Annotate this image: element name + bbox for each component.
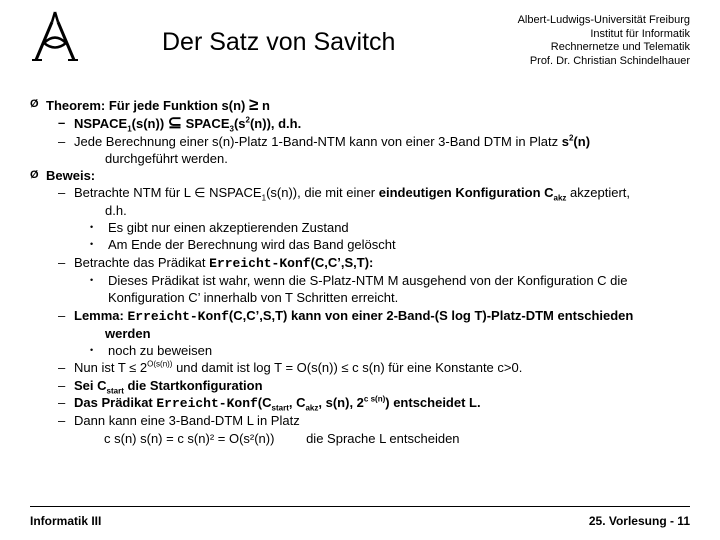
theorem-item-2: – Jede Berechnung einer s(n)-Platz 1-Band-NTM kann von einer 3-Band DTM in Platz $s^2(n)$ <box>58 133 591 149</box>
footer-page: 25. Vorlesung - 11 <box>588 514 690 528</box>
theorem-item-1: – $NSPACE_1(s(n))$ ⊆ $SPACE_3(s^2(n))$, d.h. <box>58 113 302 134</box>
proof-subitem-cont: Konfiguration C’ innerhalb von T Schritten erreicht. <box>108 290 399 306</box>
proof-item-3-cont: werden <box>105 325 151 341</box>
institution-line: Prof. Dr. Christian Schindelhauer <box>529 54 690 67</box>
institution-line: Institut für Informatik <box>590 27 690 40</box>
university-logo <box>30 8 80 66</box>
proof-subitem: • Dieses Prädikat ist wahr, wenn die S-Platz-NTM M ausgehend von der Konfiguration C die <box>90 272 628 288</box>
proof-item-7-cont: c s(n) s(n) = c s(n)² = O(s²(n)) die Sprache L entscheiden <box>104 430 460 446</box>
proof-subitem: • noch zu beweisen <box>90 343 213 359</box>
proof-item-6: – Das Prädikat Erreicht-$Konf(C_{start}$, $C_{akz}$, s(n), $2^{c s(n)}$) entscheidet L. <box>58 394 481 413</box>
proof-item-1: – Betrachte NTM für L ∈ $NSPACE_1(s(n))$, die mit einer eindeutigen Konfiguration $C_{akz}$ akzeptiert, <box>58 185 631 204</box>
arrow-bullet-icon: Ø <box>30 169 39 182</box>
proof-subitem: • Am Ende der Berechnung wird das Band gelöscht <box>90 237 396 253</box>
theorem-heading: Ø Theorem: Für jede Funktion s(n) ≥ n <box>30 95 270 114</box>
institution-line: Rechnernetze und Telematik <box>550 41 690 53</box>
institution-block <box>460 14 690 68</box>
proof-item-2: – Betrachte das Prädikat Erreicht-Konf(C,C’,S,T): <box>58 254 374 271</box>
slide-content <box>30 96 702 447</box>
slide-title: Der Satz von Savitch <box>162 28 396 56</box>
proof-item-7: – Dann kann eine 3-Band-DTM L in Platz <box>58 413 300 429</box>
arrow-bullet-icon: Ø <box>30 98 39 110</box>
proof-heading: Ø Beweis: <box>30 168 96 184</box>
proof-item-1-cont: d.h. <box>105 202 127 218</box>
theorem-item-2-cont: durchgeführt werden. <box>105 150 228 166</box>
footer-course: Informatik III <box>30 514 102 528</box>
proof-item-3: – Lemma: Erreicht-Konf(C,C’,S,T) kann von einer 2-Band-(S log T)-Platz-DTM entschieden <box>58 307 634 324</box>
footer-divider <box>30 506 690 507</box>
proof-item-5: – Sei $C_{start}$ die Startkonfiguration <box>58 377 263 396</box>
institution-line: Albert-Ludwigs-Universität Freiburg <box>517 14 690 26</box>
proof-subitem: • Es gibt nur einen akzeptierenden Zustand <box>90 220 349 236</box>
proof-item-4: – Nun ist $T \le 2^{O(s(n))}$ und damit ist log T = O(s(n)) ≤ c s(n) für eine Konstante c>0. <box>58 360 523 376</box>
